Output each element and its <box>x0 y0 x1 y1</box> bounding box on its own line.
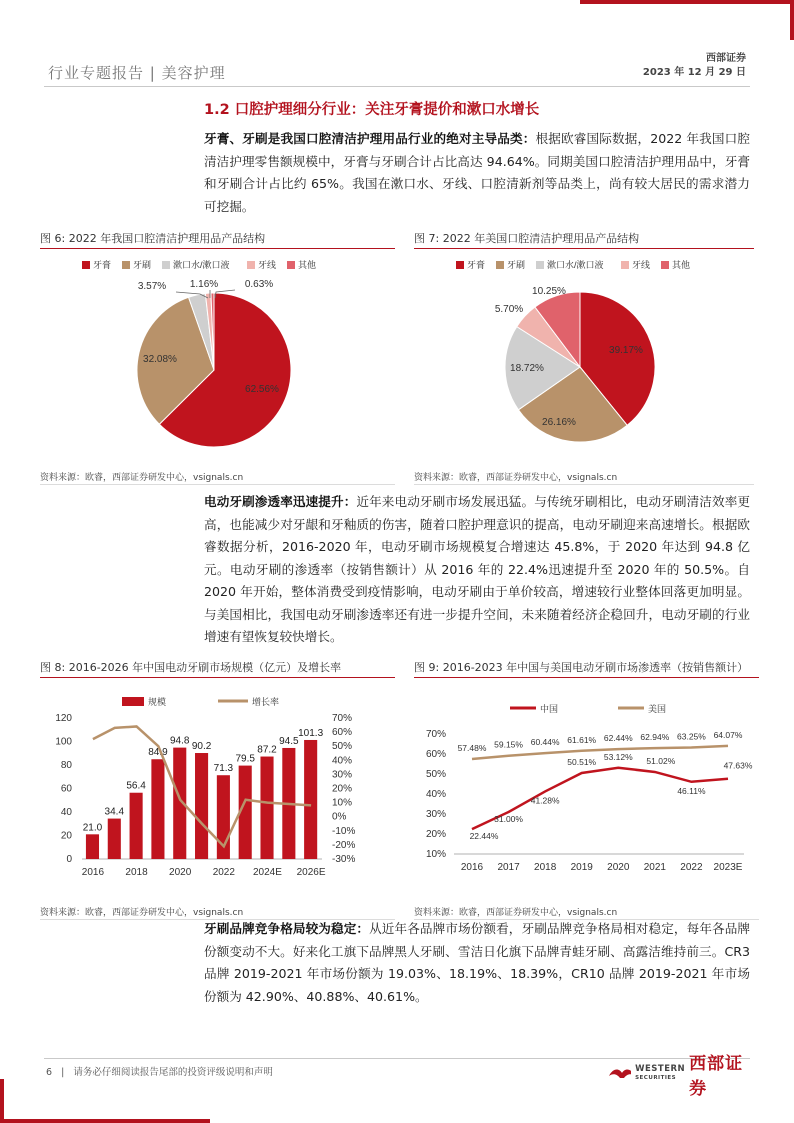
pie1-legend-label-4: 其他 <box>298 260 317 270</box>
bar-value-7: 79.5 <box>235 753 255 765</box>
logo-en-text: WESTERN <box>635 1064 686 1074</box>
bar-y2-tick-10: 70% <box>332 713 353 724</box>
line-chart <box>414 682 759 896</box>
paragraph-1-lead: 牙膏、牙刷是我国口腔清洁护理用品行业的绝对主导品类： <box>204 131 536 146</box>
paragraph-2-lead: 电动牙刷渗透率迅速提升： <box>204 494 357 509</box>
bar-legend-swatch <box>122 697 144 706</box>
page-number: 6 <box>46 1067 53 1078</box>
bar-value-1: 34.4 <box>104 806 125 818</box>
bar-line-chart <box>40 682 395 896</box>
footer-disclaimer: 6 | 请务必仔细阅读报告尾部的投资评级说明和声明 <box>46 1067 273 1078</box>
bar-y-tick-2: 40 <box>60 807 72 818</box>
bar-y-tick-3: 60 <box>60 783 72 795</box>
bar-0 <box>86 834 99 859</box>
line-legend-us-label: 美国 <box>648 704 667 714</box>
line-y-tick-5: 60% <box>425 749 446 760</box>
bar-value-10: 101.3 <box>298 727 324 739</box>
logo-en-block <box>635 1065 685 1083</box>
figure-8-chart <box>40 682 395 896</box>
series-0-label-7: 47.63% <box>723 760 753 771</box>
bar-10 <box>304 740 317 859</box>
corner-accent-right <box>790 0 794 40</box>
report-category: 行业专题报告 | 美容护理 <box>48 64 226 82</box>
bull-logo-icon <box>607 1064 631 1084</box>
pie2-legend-label-1: 牙刷 <box>507 260 526 270</box>
pie1-value-3: 1.16% <box>189 279 219 290</box>
bar-8 <box>260 757 273 859</box>
line-y-tick-3: 40% <box>425 789 446 800</box>
line-legend-label: 增长率 <box>252 697 280 707</box>
figure-7-source: 资料来源：欧睿，西部证券研发中心，vsignals.cn <box>414 473 618 483</box>
corner-accent-top <box>580 0 794 4</box>
pie1-value-4: 0.63% <box>244 279 274 290</box>
series-0-label-4: 53.12% <box>603 751 633 762</box>
bar-y-tick-6: 120 <box>55 713 72 724</box>
header-divider <box>44 86 750 87</box>
company-logo <box>607 1054 747 1099</box>
series-0-label-2: 41.28% <box>530 795 560 806</box>
line-x-tick-7: 2023E <box>713 862 743 873</box>
pie1-legend-label-0: 牙膏 <box>93 260 112 270</box>
bar-y2-tick-4: 10% <box>332 797 353 809</box>
pie2-legend-swatch-1 <box>496 261 504 269</box>
series-0-label-1: 31.00% <box>494 814 523 824</box>
pie1-value-2: 3.57% <box>137 281 167 292</box>
figure-6-chart <box>40 252 395 464</box>
bar-2 <box>130 793 143 859</box>
pie2-value-3: 5.70% <box>494 304 524 315</box>
bar-x-tick-0: 2016 <box>81 867 105 878</box>
line-legend-cn-label: 中国 <box>540 704 559 714</box>
pie1-legend-label-1: 牙刷 <box>133 260 152 270</box>
pie-chart-cn <box>40 252 395 464</box>
series-0-label-6: 46.11% <box>677 785 706 796</box>
paragraph-3-body: 从近年各品牌市场份额看，牙刷品牌竞争格局相对稳定，每年各品牌份额变动不大。好来化工旗下品牌黑人牙刷、雪洁日化旗下品牌青蛙牙刷、高露洁维持前三。CR3 品牌 2019-2021 年市场份额为 19.03%、18.19%、18.39%，CR10 品牌 2019-2021 年市场份额为 42.90%、40.88%、40.61%。 <box>204 921 751 1004</box>
pie2-value-1: 26.16% <box>542 417 576 428</box>
bar-y2-tick-5: 20% <box>332 783 353 795</box>
paragraph-2 <box>204 491 750 649</box>
bar-y2-tick-3: 0% <box>332 811 347 823</box>
footer-divider <box>44 1058 750 1059</box>
paragraph-1-body: 根据欧睿国际数据，2022 年我国口腔清洁护理零售额规模中，牙膏与牙刷合计占比高达 94.64%。同期美国口腔清洁护理用品中，牙膏和牙刷合计占比约 65%。我国在漱口水、牙线、口腔清新剂等品类上，尚有较大居民的需求潜力可挖掘。 <box>204 131 751 214</box>
paragraph-2-body: 近年来电动牙刷市场发展迅猛。与传统牙刷相比，电动牙刷清洁效率更高，也能减少对牙龈和牙釉质的伤害，随着口腔护理意识的提高，电动牙刷迎来高速增长。根据欧睿数据分析，2016-2020 年，电动牙刷市场规模复合增速达 45.8%，于 2020 年达到 94.8 亿元。电动牙刷的渗透率（按销售额计）从 2016 年的 22.4%迅速提升至 2020 年的 50.5%。自 2020 年开始，整体消费受到疫情影响，电动牙刷由于单价较高，增速较行业整体回落更加明显。与美国相比，我国电动牙刷渗透率还有进一步提升空间，未来随着经济企稳回升，电动牙刷的行业增速有望恢复较快增长。 <box>204 494 751 644</box>
bar-y2-tick-2: -10% <box>332 825 356 837</box>
bar-x-tick-6: 2022 <box>212 867 235 878</box>
bar-value-8: 87.2 <box>257 744 277 756</box>
pie1-value-1: 32.08% <box>143 354 177 365</box>
section-title: 1.2 口腔护理细分行业：关注牙膏提价和漱口水增长 <box>204 102 540 118</box>
figure-8-rule <box>40 677 395 678</box>
series-0-label-5: 51.02% <box>646 755 676 766</box>
line-y-tick-2: 30% <box>425 809 446 820</box>
paragraph-1 <box>204 128 750 218</box>
bar-value-2: 56.4 <box>126 780 146 792</box>
line-y-tick-6: 70% <box>425 729 446 740</box>
line-x-tick-2: 2018 <box>534 862 557 873</box>
line-x-tick-6: 2022 <box>680 862 703 873</box>
line-x-tick-5: 2021 <box>643 862 666 873</box>
pie1-legend-swatch-4 <box>287 261 295 269</box>
series-1-label-4: 62.44% <box>603 733 633 744</box>
corner-accent-left <box>0 1079 4 1123</box>
line-x-tick-3: 2019 <box>570 862 593 873</box>
pie2-legend-label-3: 牙线 <box>632 260 651 270</box>
corner-accent-bottom <box>0 1119 210 1123</box>
bar-y2-tick-0: -30% <box>332 854 356 865</box>
bar-y2-tick-1: -20% <box>332 839 356 851</box>
pie2-legend-label-4: 其他 <box>672 260 691 270</box>
bar-y2-tick-8: 50% <box>332 741 353 753</box>
figure-6-source: 资料来源：欧睿，西部证券研发中心，vsignals.cn <box>40 473 244 483</box>
series-0-label-3: 50.51% <box>567 756 597 767</box>
pie1-legend-swatch-2 <box>162 261 170 269</box>
bar-y-tick-5: 100 <box>55 736 72 748</box>
bar-value-9: 94.5 <box>279 735 299 747</box>
figure-8-source: 资料来源：欧睿，西部证券研发中心，vsignals.cn <box>40 908 244 918</box>
bar-value-6: 71.3 <box>213 763 234 775</box>
pie2-legend-swatch-4 <box>661 261 669 269</box>
bar-y2-tick-7: 40% <box>332 755 353 767</box>
figure-6-rule <box>40 248 395 249</box>
series-1-label-2: 60.44% <box>530 737 560 748</box>
bar-y2-tick-6: 30% <box>332 769 353 781</box>
line-x-tick-1: 2017 <box>497 862 520 873</box>
bar-x-tick-2: 2018 <box>125 867 148 878</box>
pie2-value-2: 18.72% <box>510 363 544 374</box>
bar-y-tick-4: 80 <box>60 760 72 771</box>
pie-chart-us <box>414 252 754 464</box>
figure-6-bottom-rule <box>40 484 395 485</box>
pie2-value-0: 39.17% <box>609 345 643 356</box>
pie2-legend-label-2: 漱口水/漱口液 <box>547 260 604 270</box>
logo-cn-text: 西部证券 <box>689 1054 744 1099</box>
line-y-tick-4: 50% <box>425 769 446 780</box>
pie2-legend-swatch-2 <box>536 261 544 269</box>
bar-5 <box>195 753 208 859</box>
bar-value-4: 94.8 <box>170 735 190 747</box>
report-date: 2023 年 12 月 29 日 <box>642 67 746 78</box>
series-1-label-3: 61.61% <box>567 734 597 745</box>
figure-7-caption: 图 7: 2022 年美国口腔清洁护理用品产品结构 <box>414 232 640 245</box>
paragraph-3 <box>204 918 750 1008</box>
series-1-label-6: 63.25% <box>677 731 706 742</box>
bar-x-tick-4: 2020 <box>169 867 192 878</box>
bar-y2-tick-9: 60% <box>332 727 353 739</box>
bar-y-tick-0: 0 <box>66 854 72 865</box>
figure-9-source: 资料来源：欧睿，西部证券研发中心，vsignals.cn <box>414 908 618 918</box>
series-1-label-1: 59.15% <box>494 739 523 750</box>
figure-6-caption: 图 6: 2022 年我国口腔清洁护理用品产品结构 <box>40 232 266 245</box>
bar-value-5: 90.2 <box>191 741 212 753</box>
pie1-legend-swatch-3 <box>247 261 255 269</box>
line-y-tick-1: 20% <box>425 829 446 840</box>
bar-3 <box>151 759 164 859</box>
series-1-label-7: 64.07% <box>713 729 743 740</box>
figure-8-caption: 图 8: 2016-2026 年中国电动牙刷市场规模（亿元）及增长率 <box>40 661 342 674</box>
pie1-legend-swatch-0 <box>82 261 90 269</box>
line-x-tick-4: 2020 <box>607 862 630 873</box>
figure-7-chart <box>414 252 754 464</box>
pie2-legend-swatch-0 <box>456 261 464 269</box>
paragraph-3-lead: 牙刷品牌竞争格局较为稳定： <box>204 921 370 936</box>
bar-value-0: 21.0 <box>82 822 103 834</box>
bar-1 <box>108 819 121 859</box>
pie1-value-0: 62.56% <box>245 384 279 395</box>
series-1-label-5: 62.94% <box>640 732 670 743</box>
figure-9-rule <box>414 677 759 678</box>
line-x-tick-0: 2016 <box>460 862 484 873</box>
header-meta <box>643 52 746 80</box>
pie2-value-4: 10.25% <box>532 286 566 297</box>
bar-x-tick-10: 2026E <box>296 867 326 878</box>
figure-7-bottom-rule <box>414 484 754 485</box>
pie2-legend-swatch-3 <box>621 261 629 269</box>
figure-9-caption: 图 9: 2016-2023 年中国与美国电动牙刷市场渗透率（按销售额计） <box>414 661 749 674</box>
pie1-legend-swatch-1 <box>122 261 130 269</box>
bar-value-3: 84.9 <box>148 747 168 759</box>
series-1-label-0: 57.48% <box>457 743 487 754</box>
figure-7-rule <box>414 248 754 249</box>
bar-y-tick-1: 20 <box>60 830 72 842</box>
pie1-legend-label-2: 漱口水/漱口液 <box>173 260 230 270</box>
pie2-legend-label-0: 牙膏 <box>467 260 486 270</box>
disclaimer-text: 请务必仔细阅读报告尾部的投资评级说明和声明 <box>73 1067 273 1078</box>
bar-legend-label: 规模 <box>148 697 167 707</box>
bar-x-tick-8: 2024E <box>252 867 282 878</box>
figure-9-chart <box>414 682 759 896</box>
line-y-tick-0: 10% <box>425 849 446 860</box>
series-0-label-0: 22.44% <box>469 831 499 842</box>
logo-en-sub: SECURITIES <box>635 1075 677 1081</box>
pie1-legend-label-3: 牙线 <box>258 260 277 270</box>
company-name: 西部证券 <box>706 53 746 64</box>
